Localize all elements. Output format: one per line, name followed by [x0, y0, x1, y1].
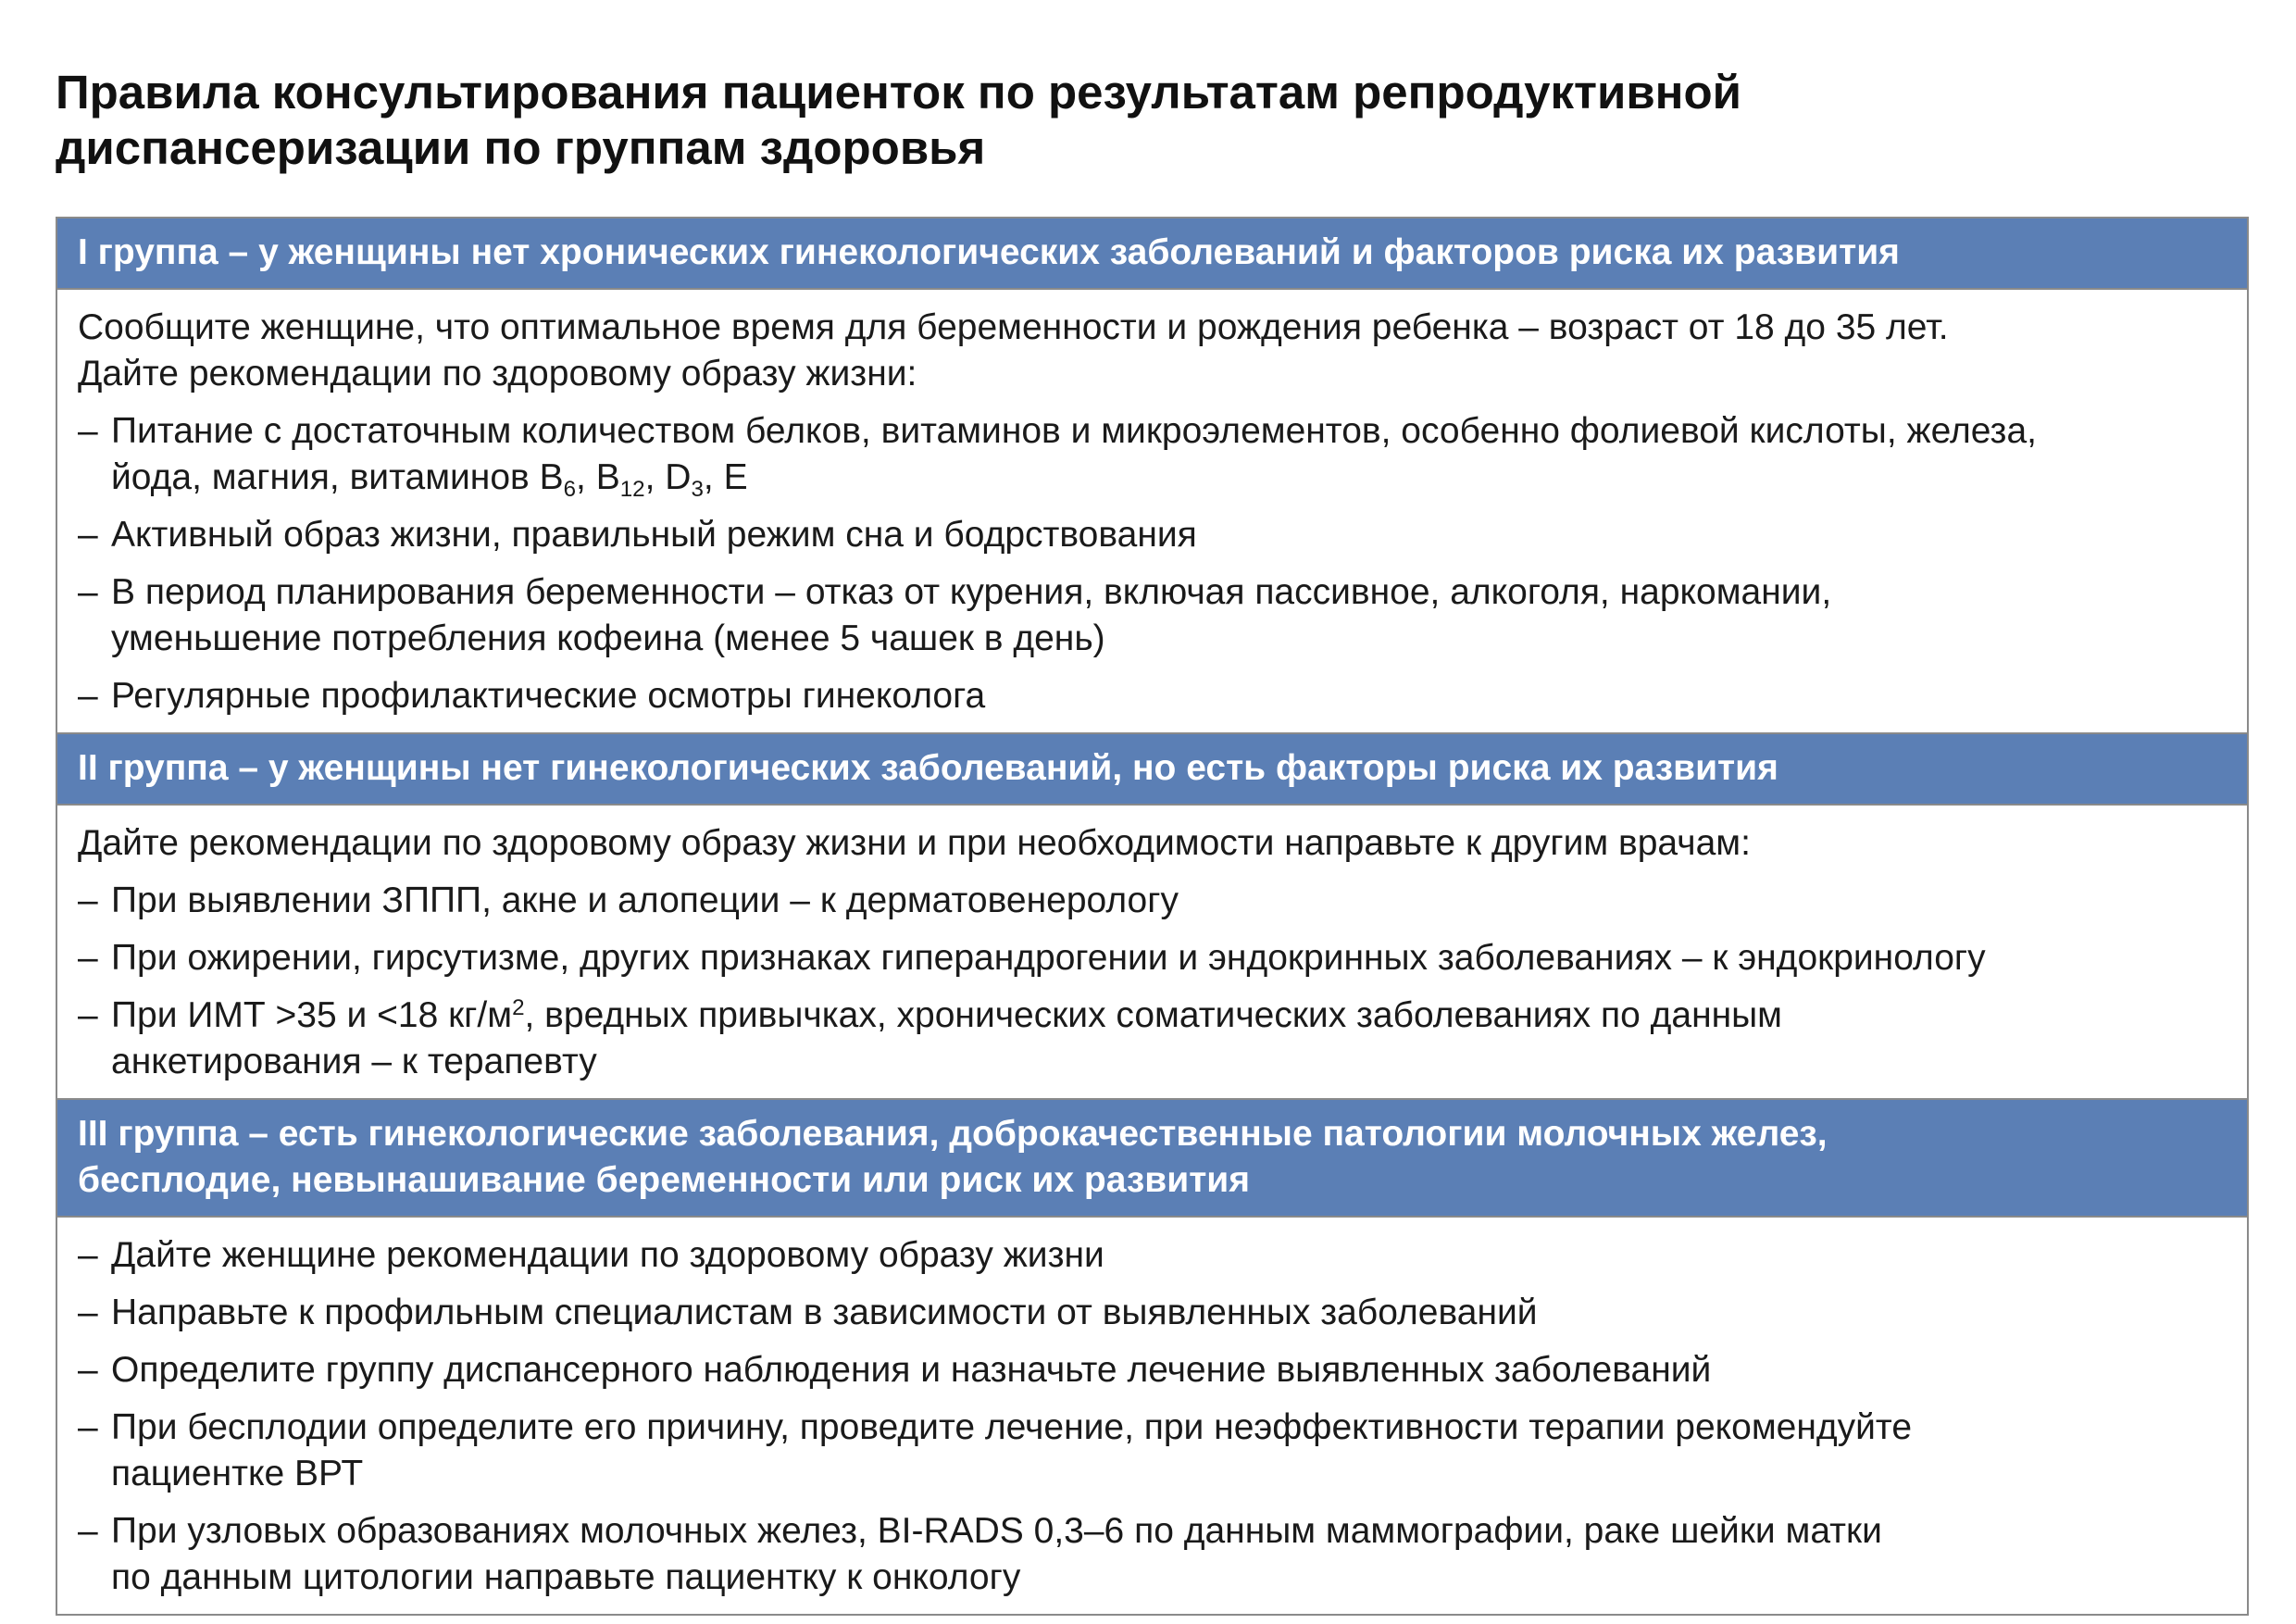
group-3-body: [57, 1218, 2247, 1614]
group-1-header-text: I группа – у женщины нет хронических гинекологических заболеваний и факторов риска их развития: [78, 232, 1900, 272]
bmi-text-rest: , вредных привычках, хронических соматических заболеваниях по данным: [524, 995, 1782, 1035]
vitamin-separator-2: , D: [644, 457, 692, 497]
group-3-item-observation: – Определите группу диспансерного наблюдения и назначьте лечение выявленных заболеваний: [78, 1347, 2227, 1393]
group-3-item-infertility-line-1: – При бесплодии определите его причину, проведите лечение, при неэффективности терапии рекомендуйте: [111, 1407, 1913, 1447]
group-1-item-checkups: – Регулярные профилактические осмотры гинеколога: [78, 673, 2227, 719]
vitamin-d3-subscript: 3: [691, 477, 704, 503]
group-2-body: [57, 806, 2247, 1100]
page-title: [56, 65, 2185, 176]
bmi-superscript: 2: [512, 994, 525, 1020]
group-1-item-pregnancy-planning-line-1: – В период планирования беременности – отказ от курения, включая пассивное, алкоголя, наркомании,: [111, 572, 1832, 612]
vitamin-b12-subscript: 12: [619, 477, 645, 503]
group-2-intro: Дайте рекомендации по здоровому образу жизни и при необходимости направьте к другим врачам:: [78, 823, 1751, 863]
group-1-item-nutrition: [78, 408, 2227, 501]
group-2-item-therapist: [78, 993, 2227, 1085]
group-2-header-text: II группа – у женщины нет гинекологических заболеваний, но есть факторы риска их развития: [78, 748, 1778, 788]
group-1-intro: [78, 305, 2227, 397]
group-3-list: [78, 1232, 2227, 1601]
group-3-header-line-1: III группа – есть гинекологические заболевания, доброкачественные патологии молочных желез,: [78, 1114, 1828, 1154]
group-1-item-nutrition-line-2: [111, 455, 2227, 501]
group-1-body: [57, 290, 2247, 734]
group-3-item-oncology-line-1: – При узловых образованиях молочных желез, BI-RADS 0,3–6 по данным маммографии, раке шейки матки: [111, 1511, 1882, 1551]
group-3-item-infertility-line-2: пациентке ВРТ: [111, 1454, 364, 1493]
group-3-item-lifestyle: – Дайте женщине рекомендации по здоровому образу жизни: [78, 1232, 2227, 1279]
group-1-item-pregnancy-planning: [78, 569, 2227, 662]
group-3-item-infertility: [78, 1405, 2227, 1497]
group-1-intro-line-2: Дайте рекомендации по здоровому образу жизни:: [78, 354, 917, 394]
group-3-item-oncology: [78, 1508, 2227, 1601]
health-groups-table: [56, 217, 2249, 1616]
vitamin-e-text: , E: [703, 457, 748, 497]
group-1-header: [57, 219, 2247, 290]
group-2-header: [57, 734, 2247, 806]
group-2-item-endocrinology: – При ожирении, гирсутизме, других признаках гиперандрогении и эндокринных заболеваниях – к эндокринологу: [78, 935, 2227, 981]
group-2-list: [78, 878, 2227, 1085]
group-2-item-therapist-line-1: [111, 993, 2227, 1039]
group-3-header-line-2: бесплодие, невынашивание беременности или риск их развития: [78, 1160, 1251, 1200]
page-title-line-2: диспансеризации по группам здоровья: [56, 121, 986, 174]
group-1-item-pregnancy-planning-line-2: уменьшение потребления кофеина (менее 5 чашек в день): [111, 618, 1105, 658]
group-3-header: [57, 1100, 2247, 1218]
group-3-item-specialists: – Направьте к профильным специалистам в зависимости от выявленных заболеваний: [78, 1290, 2227, 1336]
vitamin-separator-1: , B: [576, 457, 620, 497]
group-1-intro-line-1: Сообщите женщине, что оптимальное время для беременности и рождения ребенка – возраст от 18 до 35 лет.: [78, 307, 1949, 347]
page-title-line-1: Правила консультирования пациенток по результатам репродуктивной: [56, 66, 1741, 119]
group-3-item-oncology-line-2: по данным цитологии направьте пациентку к онкологу: [111, 1557, 1021, 1597]
group-1-list: [78, 408, 2227, 719]
vitamins-text: йода, магния, витаминов B: [111, 457, 564, 497]
vitamin-b6-subscript: 6: [563, 477, 577, 503]
bmi-text: При ИМТ >35 и <18 кг/м: [111, 995, 513, 1035]
group-1-item-lifestyle: – Активный образ жизни, правильный режим сна и бодрствования: [78, 512, 2227, 558]
group-1-item-nutrition-line-1: – Питание с достаточным количеством белков, витаминов и микроэлементов, особенно фолиевой кислоты, железа,: [111, 411, 2037, 451]
group-2-item-therapist-line-2: анкетирования – к терапевту: [111, 1042, 597, 1081]
group-2-item-dermatology: – При выявлении ЗППП, акне и алопеции – к дерматовенерологу: [78, 878, 2227, 924]
